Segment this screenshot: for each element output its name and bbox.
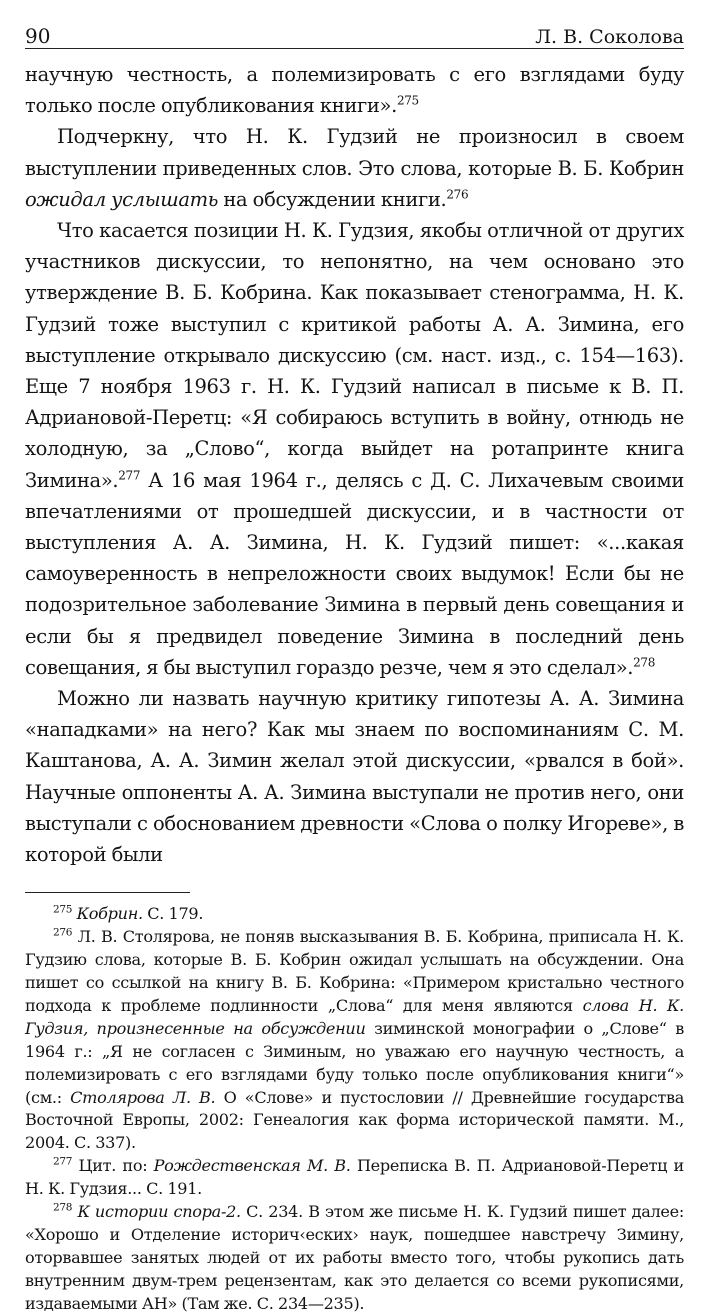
paragraph-2: Подчеркну, что Н. К. Гудзий не произносил в своем выступлении приведенных слов. Это слова, которые В. Б. Кобрин ожидал услышать на обсуждении книги.$^{276}$ — [25, 125, 684, 211]
footnote-275: $^{275}$ Кобрин. С. 179. — [53, 903, 204, 924]
footnote-ref-276[interactable]: 276 — [446, 187, 469, 202]
paragraph-1: научную честность, а полемизировать с его взглядами буду только после опубликования книги».$^{275}$ — [25, 63, 684, 118]
page-number: 90 — [25, 24, 51, 48]
footnote-ref-275[interactable]: 275 — [396, 93, 419, 108]
footnote-number: 277 — [53, 1155, 73, 1168]
footnote-number: 278 — [53, 1201, 73, 1214]
footnote-277: $^{277}$ Цит. по: Рождественская М. В. Переписка В. П. Адриановой-Перетц и Н. К. Гудзия... С. 191. — [25, 1155, 684, 1199]
footnote-ref-278[interactable]: 278 — [633, 655, 655, 670]
footnote-number: 275 — [53, 903, 73, 916]
page-header — [25, 10, 684, 49]
emphasis-text: ожидал услышать — [25, 187, 219, 211]
footnotes — [25, 903, 684, 1315]
footnote-number: 276 — [53, 926, 73, 939]
paragraph-3: Что касается позиции Н. К. Гудзия, якобы отличной от других участников дискуссии, то непонятно, на чем основано это утверждение В. Б. Кобрина. Как показывает стенограмма, Н. К. Гудзий тоже выступил с критикой работы А. А. Зимина, его выступление открывало дискуссию (см. наст. изд., с. 154—163). Еще 7 ноября 1963 г. Н. К. Гудзий написал в письме к В. П. Адриановой-Перетц: «Я собираюсь вступить в войну, отнюдь не холодную, за „Слово“, когда выйдет на ротапринте книга Зимина».$^{277}$ А 16 мая 1964 г., делясь с Д. С. Лихачевым своими впечатлениями от прошедшей дискуссии, и в частности от выступления А. А. Зимина, Н. К. Гудзий пишет: «...какая самоуверенность в непреложности своих выдумок! Если бы не подозрительное заболевание Зимина в первый день совещания и если бы я предвидел поведение Зимина в последний день совещания, я бы выступил гораздо резче, чем я это сделал».$^{278}$ — [25, 219, 684, 679]
paragraph-4: Можно ли назвать научную критику гипотезы А. А. Зимина «нападками» на него? Как мы знаем по воспоминаниям С. М. Каштанова, А. А. Зимин желал этой дискуссии, «рвался в бой». Научные оппоненты А. А. Зимина выступали не против него, они выступали с обоснованием древности «Слова о полку Игореве», в которой были — [25, 687, 684, 867]
footnote-278: $^{278}$ К истории спора-2. С. 234. В этом же письме Н. К. Гудзий пишет далее: «Хорошо и Отделение историч‹еских› наук, пошедшее навстречу Зимину, оторвавшее занятых людей от их работы вместо того, чтобы рукопись дать внутренним двум-трем рецензентам, как это делается со всеми рукописями, издаваемыми АН» (Там же. С. 234—235). — [25, 1201, 684, 1313]
footnote-ref-277[interactable]: 277 — [118, 468, 141, 483]
footnote-divider — [25, 892, 190, 893]
footnote-276: $^{276}$ Л. В. Столярова, не поняв высказывания В. Б. Кобрина, приписала Н. К. Гудзию слова, которые В. Б. Кобрин ожидал услышать на обсуждении. Она пишет со ссылкой на книгу В. Б. Кобрина: «Примером кристально честного подхода к проблеме подлинности „Слова“ для меня являются слова Н. К. Гудзия, произнесенные на обсуждении зиминской монографии о „Слове“ в 1964 г.: „Я не согласен с Зиминым, но уважаю его научную честность, а полемизировать с его взглядами буду только после опубликования книги“» (см.: Столярова Л. В. О «Слове» и пустословии // Древнейшие государства Восточной Европы, 2002: Генеалогия как форма исторической памяти. М., 2004. С. 337). — [25, 926, 685, 1153]
running-head-author: Л. В. Соколова — [535, 26, 684, 48]
main-text — [25, 59, 684, 870]
